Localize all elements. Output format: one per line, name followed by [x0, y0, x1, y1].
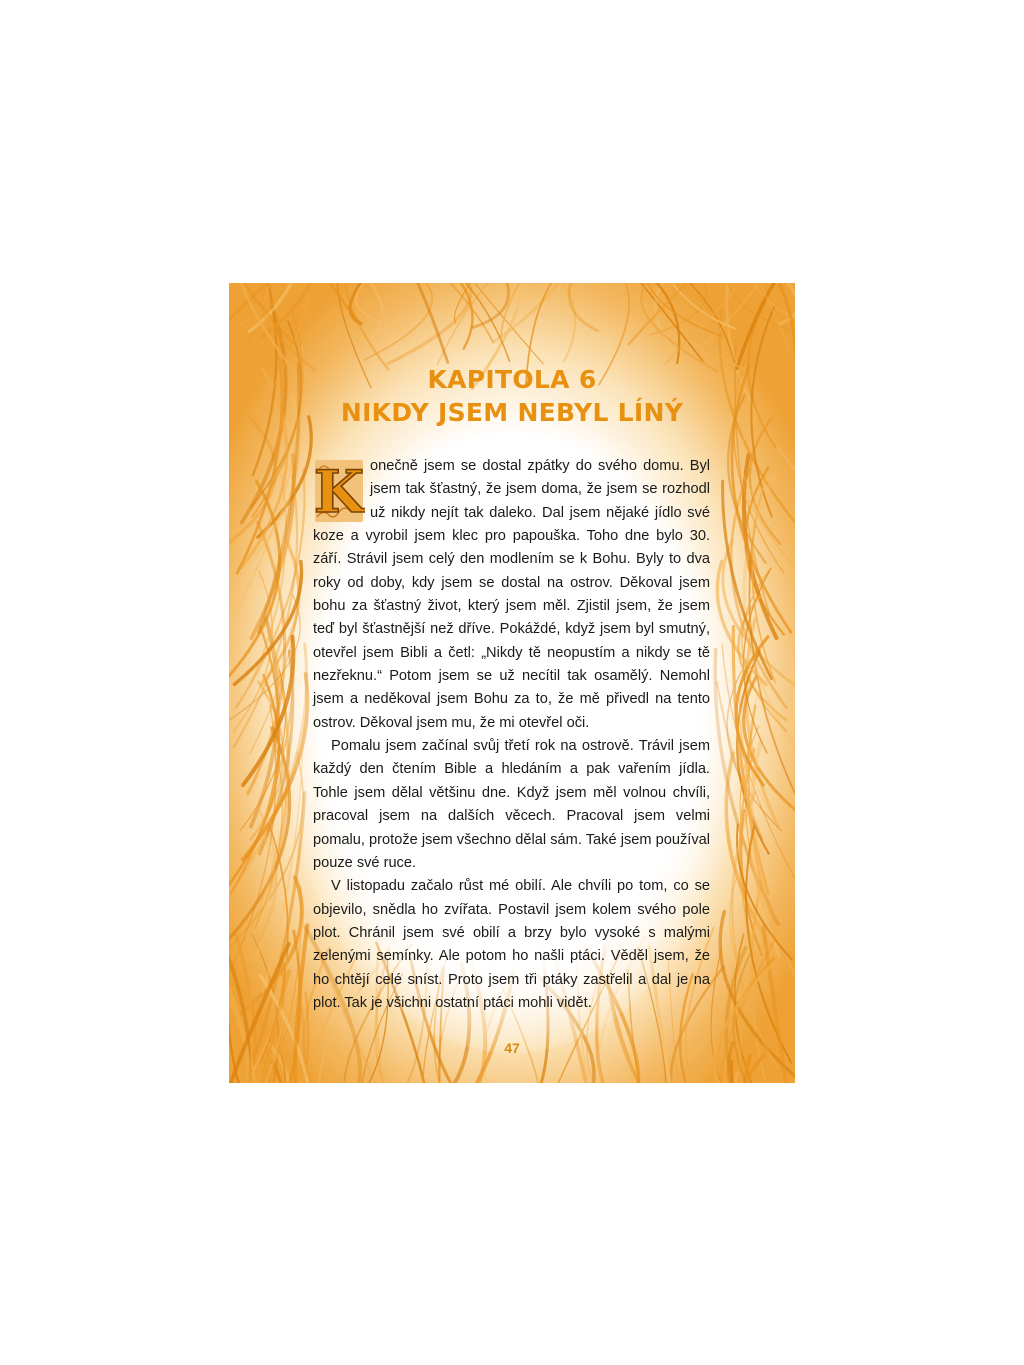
paragraph-2: Pomalu jsem začínal svůj třetí rok na ostrově. Trávil jsem každý den čtením Bible a hledáním a pak vařením jídla. Tohle jsem dělal většinu dne. Když jsem měl volnou chvíli, pracoval jsem na dalších věcech. Pracoval jsem velmi pomalu, protože jsem všechno dělal sám. Také jsem používal pouze své ruce.: [313, 738, 710, 871]
drop-cap-ornament: [313, 457, 365, 525]
paragraph-3: V listopadu začalo růst mé obilí. Ale chvíli po tom, co se objevilo, snědla ho zvířata. Postavil jsem kolem svého pole plot. Chránil jsem své obilí a brzy bylo vysoké s malými zelenými semínky. Ale potom ho našli ptáci. Věděl jsem, že ho chtějí celé sníst. Proto jsem tři ptáky zastřelil a dal je na plot. Tak je všichni ostatní ptáci mohli vidět.: [313, 878, 710, 1011]
chapter-text: [313, 455, 710, 1015]
chapter-number: KAPITOLA 6: [427, 365, 597, 394]
paragraph-1: [313, 455, 710, 735]
book-page: [229, 283, 795, 1083]
drop-cap-letter: K: [313, 458, 365, 525]
chapter-title: [229, 363, 795, 429]
chapter-name: NIKDY JSEM NEBYL LÍNÝ: [340, 398, 684, 427]
paragraph-1-text: onečně jsem se dostal zpátky do svého domu. Byl jsem tak šťastný, že jsem doma, že jsem se rozhodl už nikdy nejít tak daleko. Dal jsem nějaké jídlo své koze a vyrobil jsem klec pro papouška. Toho dne bylo 30. září. Strávil jsem celý den modlením se k Bohu. Byly to dva roky od doby, kdy jsem se dostal na ostrov. Děkoval jsem bohu za šťastný život, který jsem měl. Zjistil jsem, že jsem teď byl šťastnější než dříve. Pokáždé, když jsem byl smutný, otevřel jsem Bibli a četl: „Nikdy tě neopustím a nikdy se tě nezřeknu.“ Potom jsem se už necítil tak osamělý. Nemohl jsem a neděkoval jsem Bohu za to, že mě přivedl na tento ostrov. Děkoval jsem mu, že mi otevřel oči.: [313, 458, 710, 731]
page-number: 47: [504, 1040, 520, 1056]
